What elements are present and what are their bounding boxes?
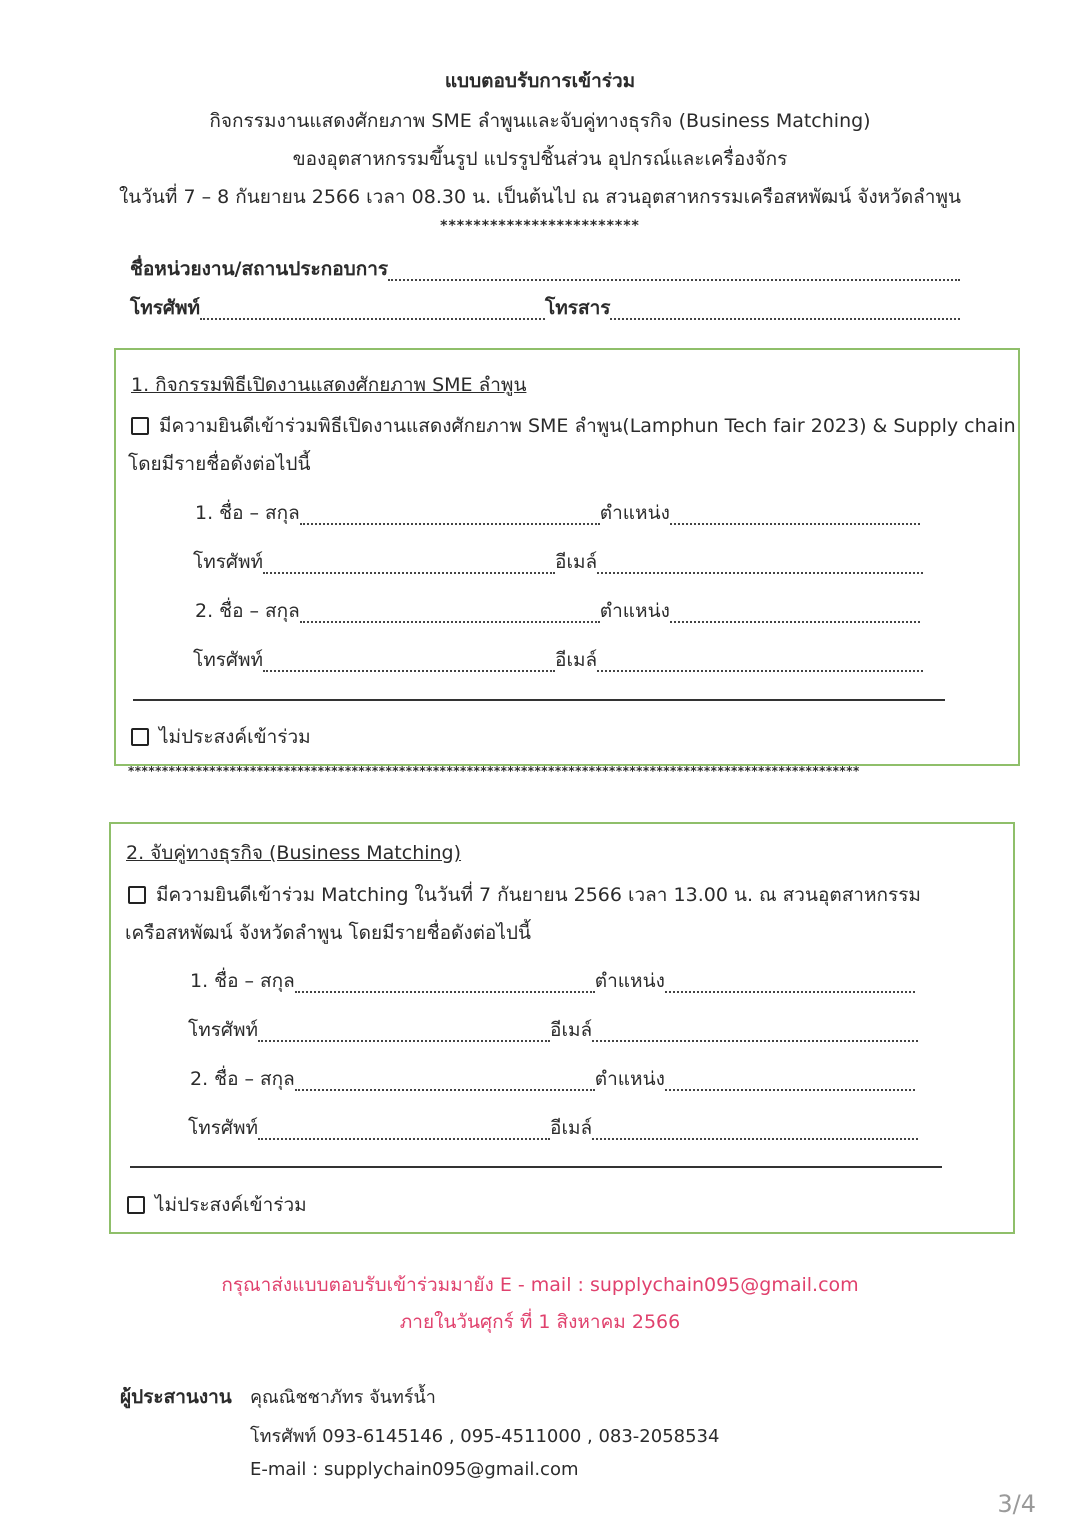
email-label: อีเมล์: [550, 1019, 593, 1041]
org-phone-label: โทรศัพท์: [130, 297, 201, 319]
name-field[interactable]: [300, 505, 600, 525]
section1-title: 1. กิจกรรมพิธีเปิดงานแสดงศักยภาพ SME ลำพูน: [131, 374, 527, 396]
section1-divider: [133, 699, 945, 701]
section-separator: ************************************************************************************************************: [128, 764, 860, 778]
section2-option-yes[interactable]: [128, 880, 921, 910]
org-phone-field[interactable]: [200, 300, 545, 320]
section2-divider: [130, 1166, 942, 1168]
section2-person2-contact-row: [188, 1113, 918, 1143]
section1-option-no-label: ไม่ประสงค์เข้าร่วม: [159, 726, 311, 748]
email-label: อีเมล์: [555, 649, 598, 671]
phone-label: โทรศัพท์: [188, 1117, 259, 1139]
org-fax-label: โทรสาร: [545, 297, 611, 319]
email-label: อีเมล์: [555, 551, 598, 573]
checkbox-icon[interactable]: [128, 886, 146, 904]
section1-option-yes-label: มีความยินดีเข้าร่วมพิธีเปิดงานแสดงศักยภาพ SME ลำพูน(Lamphun Tech fair 2023) & Supply chain: [159, 415, 1016, 437]
position-label: ตำแหน่ง: [594, 970, 665, 992]
phone-label: โทรศัพท์: [188, 1019, 259, 1041]
coordinator-name: คุณณิชชาภัทร จันทร์น้ำ: [250, 1387, 436, 1408]
section1-person1-row: [195, 498, 920, 528]
checkbox-icon[interactable]: [131, 417, 149, 435]
section1-person1-contact-row: [193, 547, 923, 577]
name-label: 1. ชื่อ – สกุล: [190, 970, 295, 992]
phone-field[interactable]: [258, 1022, 550, 1042]
event-subtitle: ของอุตสาหกรรมขึ้นรูป แปรรูปชิ้นส่วน อุปกรณ์และเครื่องจักร: [292, 148, 788, 170]
position-label: ตำแหน่ง: [599, 600, 670, 622]
phone-field[interactable]: [258, 1120, 550, 1140]
org-contact-row: [130, 293, 960, 323]
phone-label: โทรศัพท์: [193, 551, 264, 573]
section1-option-yes[interactable]: [131, 411, 1016, 441]
name-label: 1. ชื่อ – สกุล: [195, 502, 300, 524]
phone-label: โทรศัพท์: [193, 649, 264, 671]
position-label: ตำแหน่ง: [599, 502, 670, 524]
name-field[interactable]: [295, 973, 595, 993]
event-date-location: ในวันที่ 7 – 8 กันยายน 2566 เวลา 08.30 น. เป็นต้นไป ณ สวนอุตสาหกรรมเครือสหพัฒน์ จังหวัดลำพูน: [119, 186, 961, 208]
coordinator-phone: โทรศัพท์ 093-6145146 , 095-4511000 , 083-2058534: [250, 1426, 720, 1447]
org-fax-field[interactable]: [610, 300, 960, 320]
email-field[interactable]: [592, 1120, 918, 1140]
name-field[interactable]: [300, 603, 600, 623]
submission-notice: กรุณาส่งแบบตอบรับเข้าร่วมมายัง E - mail : supplychain095@gmail.com: [221, 1274, 859, 1296]
name-label: 2. ชื่อ – สกุล: [190, 1068, 295, 1090]
submission-deadline: ภายในวันศุกร์ ที่ 1 สิงหาคม 2566: [399, 1311, 681, 1333]
org-name-row: [130, 254, 960, 284]
section2-person1-row: [190, 966, 915, 996]
checkbox-icon[interactable]: [127, 1196, 145, 1214]
coordinator-label: ผู้ประสานงาน: [120, 1386, 232, 1408]
email-field[interactable]: [597, 652, 923, 672]
position-label: ตำแหน่ง: [594, 1068, 665, 1090]
section1-option-yes-cont: โดยมีรายชื่อดังต่อไปนี้: [128, 453, 311, 475]
name-label: 2. ชื่อ – สกุล: [195, 600, 300, 622]
phone-field[interactable]: [263, 554, 555, 574]
position-field[interactable]: [670, 505, 920, 525]
position-field[interactable]: [670, 603, 920, 623]
email-field[interactable]: [592, 1022, 918, 1042]
section2-option-yes-cont: เครือสหพัฒน์ จังหวัดลำพูน โดยมีรายชื่อดังต่อไปนี้: [125, 922, 531, 944]
section2-person2-row: [190, 1064, 915, 1094]
header-separator: ************************: [440, 218, 640, 234]
form-title: แบบตอบรับการเข้าร่วม: [444, 70, 636, 92]
section1-option-no[interactable]: [131, 722, 311, 752]
org-name-label: ชื่อหน่วยงาน/สถานประกอบการ: [130, 258, 389, 280]
phone-field[interactable]: [263, 652, 555, 672]
section2-person1-contact-row: [188, 1015, 918, 1045]
section2-option-yes-label: มีความยินดีเข้าร่วม Matching ในวันที่ 7 กันยายน 2566 เวลา 13.00 น. ณ สวนอุตสาหกรรม: [156, 884, 921, 906]
email-field[interactable]: [597, 554, 923, 574]
event-title: กิจกรรมงานแสดงศักยภาพ SME ลำพูนและจับคู่ทางธุรกิจ (Business Matching): [209, 110, 871, 132]
page-indicator: 3/4: [997, 1490, 1036, 1518]
org-name-field[interactable]: [388, 261, 960, 281]
section1-person2-row: [195, 596, 920, 626]
position-field[interactable]: [665, 1071, 915, 1091]
section2-title: 2. จับคู่ทางธุรกิจ (Business Matching): [126, 842, 462, 864]
section2-option-no-label: ไม่ประสงค์เข้าร่วม: [155, 1194, 307, 1216]
section1-person2-contact-row: [193, 645, 923, 675]
email-label: อีเมล์: [550, 1117, 593, 1139]
name-field[interactable]: [295, 1071, 595, 1091]
section2-option-no[interactable]: [127, 1190, 307, 1220]
coordinator-email: E-mail : supplychain095@gmail.com: [250, 1459, 579, 1480]
checkbox-icon[interactable]: [131, 728, 149, 746]
position-field[interactable]: [665, 973, 915, 993]
